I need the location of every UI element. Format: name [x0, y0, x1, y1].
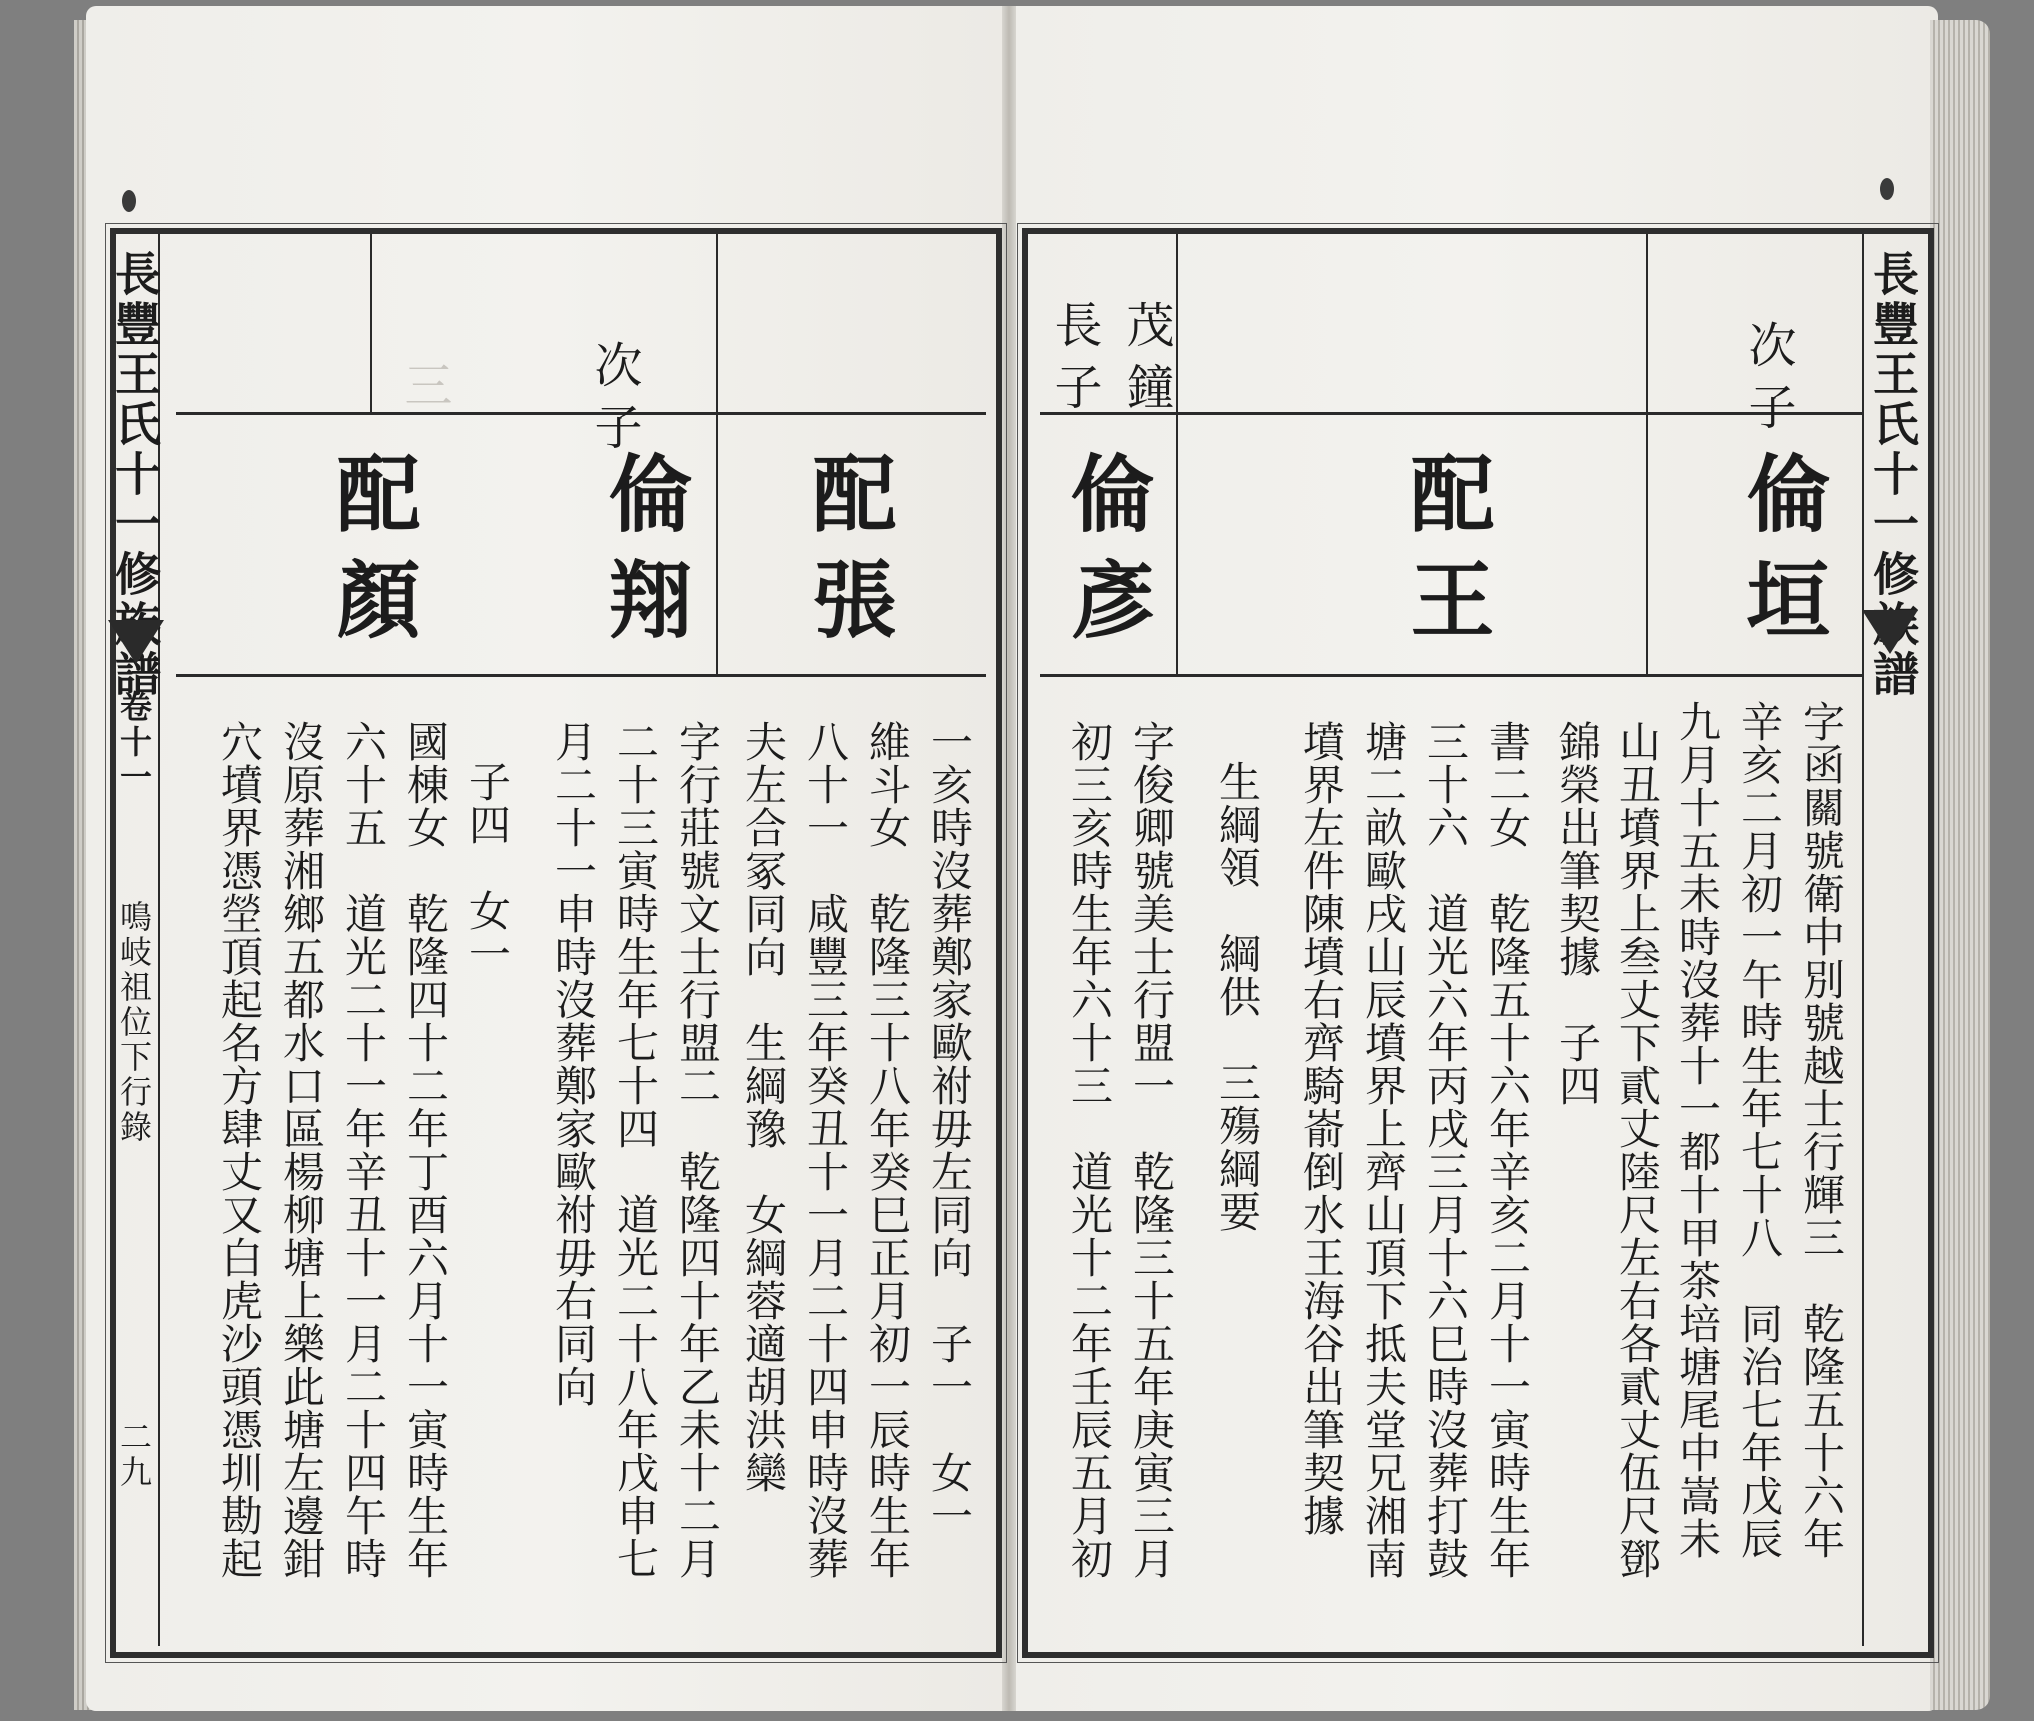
volume-label: 卷十一	[115, 690, 153, 795]
spouse-name-wang: 配王	[1397, 450, 1496, 662]
record-column: 夫左合冢同向 生綱豫 女綱蓉適胡洪欒	[739, 720, 788, 1494]
header-role-second-son: 次子	[586, 340, 642, 464]
header-role-eldest-son: 長子	[1046, 300, 1102, 424]
record-column: 一亥時沒葬鄭家歐祔毋左同向 子一 女一	[925, 720, 974, 1537]
binding-hole-right	[1880, 178, 1894, 200]
branch-label: 鳴岐祖位下行錄	[115, 900, 153, 1145]
record-column: 初三亥時生年六十三 道光十二年壬辰五月初	[1065, 720, 1114, 1580]
book-title: 長豐王氏十一修族譜	[1866, 250, 1920, 700]
names-rule	[1040, 674, 1862, 677]
record-column: 字俊卿號美士行盟一 乾隆三十五年庚寅三月	[1127, 720, 1176, 1580]
book-spine	[1002, 6, 1016, 1711]
record-column: 月二十一申時沒葬鄭家歐祔毋右同向	[549, 720, 598, 1408]
record-column: 山丑墳界上叁丈下貳丈陸尺左右各貳丈伍尺鄧	[1613, 720, 1662, 1580]
record-column: 書二女 乾隆五十六年辛亥二月十一寅時生年	[1483, 720, 1532, 1580]
column-divider-1	[1646, 234, 1648, 674]
person-name-lunyuan: 倫垣	[1733, 450, 1832, 662]
record-column: 維斗女 乾隆三十八年癸巳正月初一辰時生年	[863, 720, 912, 1580]
record-column: 字函關號衛中別號越士行輝三 乾隆五十六年	[1797, 700, 1846, 1560]
column-divider-1	[716, 234, 718, 674]
header-parent-name: 茂鐘	[1118, 300, 1174, 424]
column-divider-2	[1176, 234, 1178, 674]
header-role-second-son: 次子	[1740, 320, 1796, 444]
record-column: 辛亥二月初一午時生年七十八 同治七年戊辰	[1735, 700, 1784, 1560]
record-column: 沒原葬湘鄉五都水口區楊柳塘上樂此塘左邊鉗	[277, 720, 326, 1580]
fishtail-mark	[108, 620, 164, 664]
record-column: 墳界左件陳墳右齊騎嵛倒水王海谷出筆契據	[1297, 720, 1346, 1537]
record-column: 二十三寅時生年七十四 道光二十八年戊申七	[611, 720, 660, 1580]
person-name-lunyan: 倫彥	[1057, 450, 1156, 662]
binding-hole-left	[122, 190, 136, 212]
person-name-lunxiang: 倫翔	[595, 450, 694, 662]
names-rule	[176, 674, 986, 677]
record-column: 子四 女一	[463, 760, 512, 975]
header-rule	[176, 412, 986, 415]
spouse-name-zhang: 配張	[799, 450, 898, 662]
record-column: 生綱領 綱供 三殤綱要	[1213, 760, 1262, 1233]
record-column: 塘二畝歐戌山辰墳界上齊山頂下抵夫堂兄湘南	[1359, 720, 1408, 1580]
record-column: 穴墳界憑塋頂起名方肆丈又白虎沙頭憑圳勘起	[215, 720, 264, 1580]
spouse-name-yan: 配顏	[323, 450, 422, 662]
record-column: 八十一 咸豐三年癸丑十一月二十四申時沒葬	[801, 720, 850, 1580]
record-column: 九月十五未時沒葬十一都十甲茶培塘尾中嵩未	[1673, 700, 1722, 1560]
column-divider-2	[370, 234, 372, 412]
fishtail-mark	[1862, 610, 1918, 654]
record-column: 國棟女 乾隆四十二年丁酉六月十一寅時生年	[401, 720, 450, 1580]
record-column: 字行莊號文士行盟二 乾隆四十年乙未十二月	[673, 720, 722, 1580]
gutter-divider	[1862, 234, 1864, 1646]
book-edge-right	[1930, 20, 1990, 1710]
record-column: 錦榮出筆契據 子四	[1553, 720, 1602, 1107]
book-title: 長豐王氏十一修族譜	[108, 250, 162, 700]
record-column: 六十五 道光二十一年辛丑十一月二十四午時	[339, 720, 388, 1580]
page-number: 二九	[115, 1420, 153, 1490]
record-column: 三十六 道光六年丙戌三月十六巳時沒葬打鼓	[1421, 720, 1470, 1580]
header-role-faint: 三	[396, 360, 452, 422]
